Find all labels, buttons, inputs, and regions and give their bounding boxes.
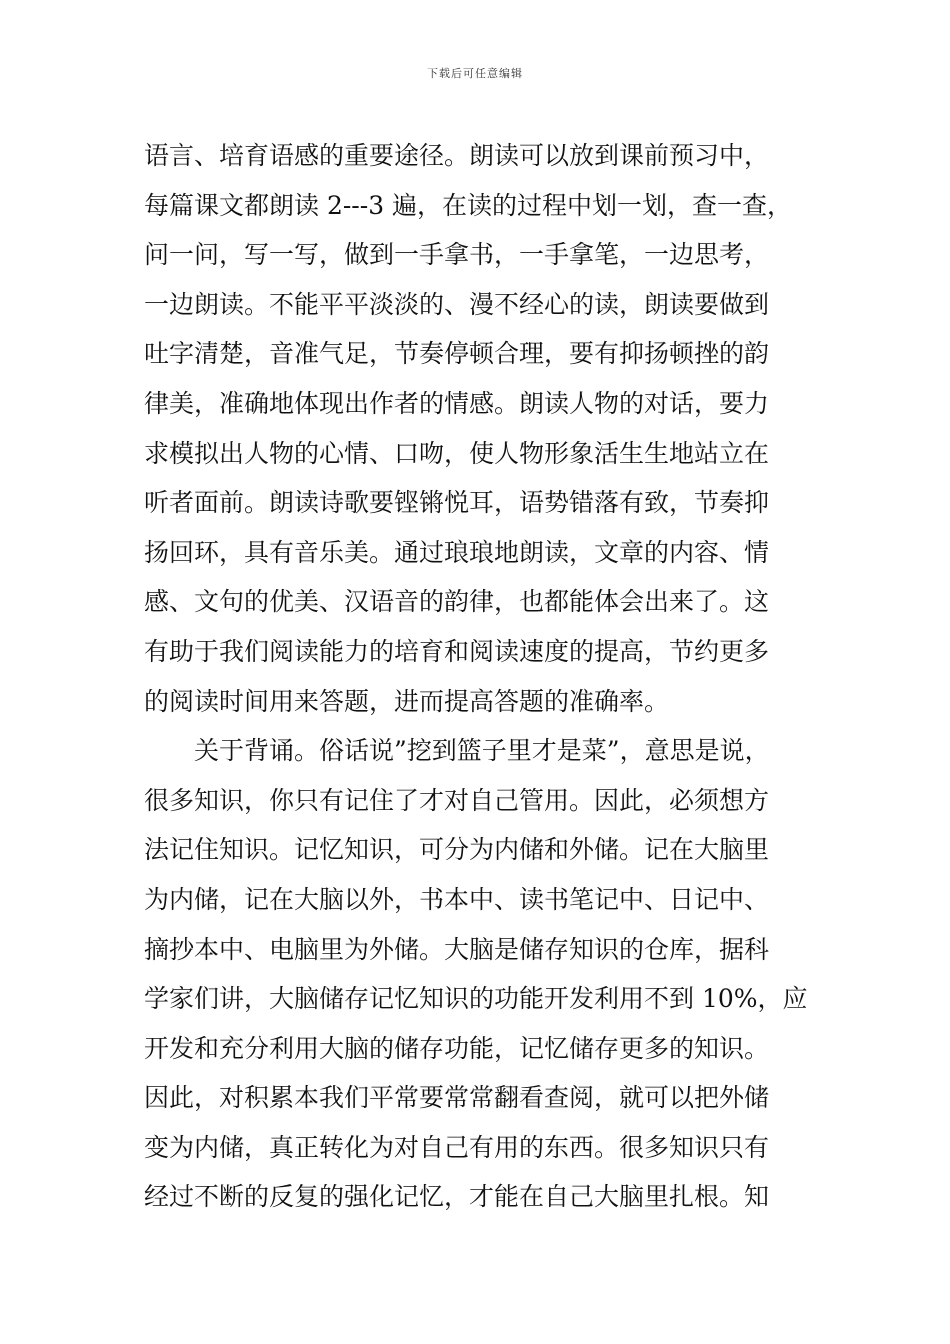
text-line: 感、文句的优美、汉语音的韵律，也都能体会出来了。这	[144, 587, 770, 617]
text-line: 变为内储，真正转化为对自己有用的东西。很多知识只有	[144, 1132, 770, 1162]
paragraph-start-line: 关于背诵。俗话说”挖到篮子里才是菜”，意思是说，	[194, 736, 770, 766]
text-line: 很多知识，你只有记住了才对自己管用。因此，必须想方	[144, 785, 770, 815]
body-text	[144, 131, 824, 1222]
text-line: 经过不断的反复的强化记忆，才能在自己大脑里扎根。知	[144, 1182, 770, 1212]
text-line: 律美，准确地体现出作者的情感。朗读人物的对话，要力	[144, 388, 770, 418]
text-line: 听者面前。朗读诗歌要铿锵悦耳，语势错落有致，节奏抑	[144, 488, 770, 518]
text-line: 学家们讲，大脑储存记忆知识的功能开发利用不到 10%，应	[144, 984, 808, 1014]
text-line: 每篇课文都朗读 2---3 遍，在读的过程中划一划，查一查，	[144, 190, 793, 220]
page-header: 下载后可任意编辑	[427, 67, 523, 80]
text-line: 摘抄本中、电脑里为外储。大脑是储存知识的仓库，据科	[144, 934, 770, 964]
text-line: 因此，对积累本我们平常要常常翻看查阅，就可以把外储	[144, 1083, 770, 1113]
text-line: 语言、培育语感的重要途径。朗读可以放到课前预习中，	[144, 141, 770, 170]
text-line: 吐字清楚，音准气足，节奏停顿合理，要有抑扬顿挫的韵	[144, 339, 770, 369]
text-line: 求模拟出人物的心情、口吻，使人物形象活生生地站立在	[144, 438, 770, 468]
text-line: 扬回环，具有音乐美。通过琅琅地朗读，文章的内容、情	[144, 537, 770, 567]
text-line: 法记住知识。记忆知识，可分为内储和外储。记在大脑里	[144, 835, 770, 865]
text-line: 的阅读时间用来答题，进而提高答题的准确率。	[144, 686, 670, 716]
text-line: 一边朗读。不能平平淡淡的、漫不经心的读，朗读要做到	[144, 289, 770, 319]
text-line: 有助于我们阅读能力的培育和阅读速度的提高，节约更多	[144, 636, 770, 666]
text-line: 为内储，记在大脑以外，书本中、读书笔记中、日记中、	[144, 884, 770, 914]
text-line: 开发和充分利用大脑的储存功能，记忆储存更多的知识。	[144, 1033, 770, 1063]
text-line: 问一问，写一写，做到一手拿书，一手拿笔，一边思考，	[144, 240, 770, 270]
